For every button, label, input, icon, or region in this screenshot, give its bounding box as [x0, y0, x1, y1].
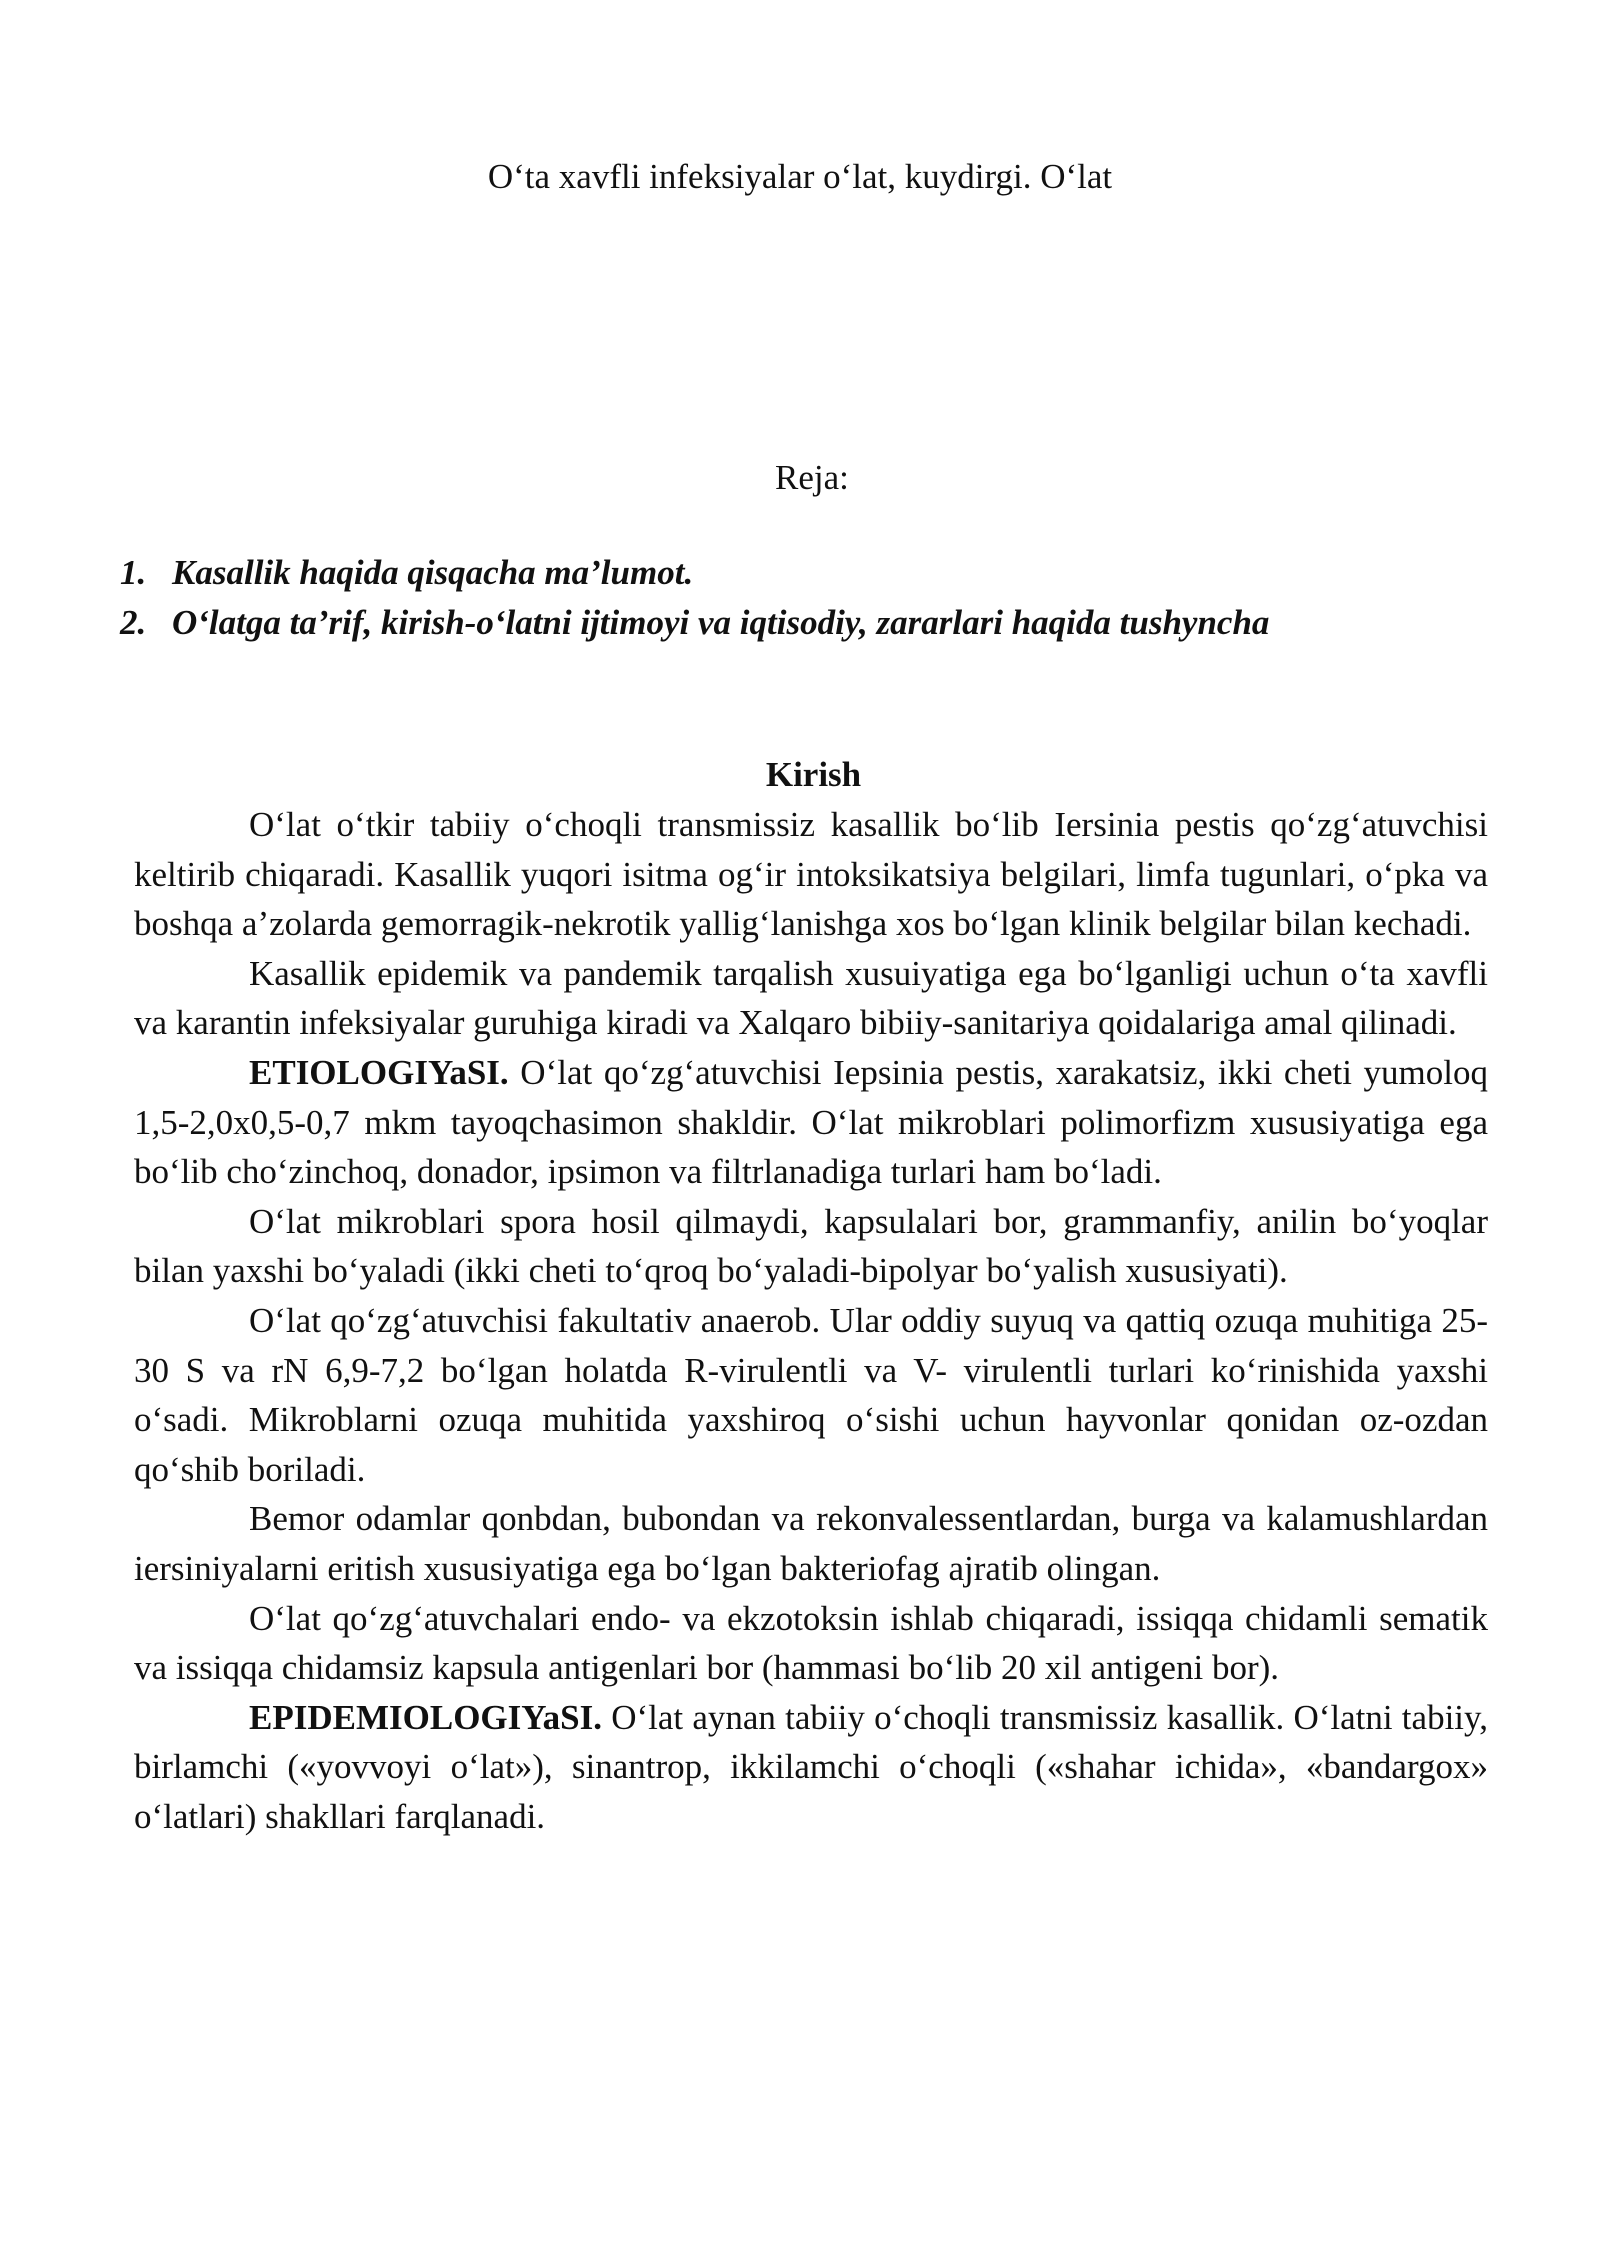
paragraph — [134, 1693, 1488, 1842]
paragraph — [134, 800, 1488, 949]
paragraph — [134, 1594, 1488, 1693]
paragraph — [134, 1048, 1488, 1197]
paragraph — [134, 1494, 1488, 1593]
body-text — [134, 800, 1488, 1841]
paragraph-text: O‘lat mikroblari spora hosil qilmaydi, kapsulalari bor, grammanfiy, anilin bo‘yoqlar bilan yaxshi bo‘yaladi (ikki cheti to‘qroq bo‘yaladi-bipolyar bo‘yalish xususiyati). — [134, 1201, 1488, 1291]
paragraph-lead: ETIOLOGIYaSI. — [249, 1052, 509, 1092]
paragraph-text: O‘lat o‘tkir tabiiy o‘choqli transmissiz kasallik bo‘lib Iersinia pestis qo‘zg‘atuvchisi keltirib chiqaradi. Kasallik yuqori isitma og‘ir intoksikatsiya belgilari, limfa tugunlari, o‘pka va boshqa a’zolarda gemorragik-nekrotik yallig‘lanishga xos bo‘lgan klinik belgilar bilan kechadi. — [134, 805, 1488, 944]
paragraph — [134, 1197, 1488, 1296]
plan-item-number: 1. — [120, 553, 147, 592]
paragraph-text: O‘lat qo‘zg‘atuvchalari endo- va ekzotoksin ishlab chiqaradi, issiqqa chidamli sematik va issiqqa chidamsiz kapsula antigenlari bor (hammasi bo‘lib 20 xil antigeni bor). — [134, 1598, 1488, 1688]
document-title: O‘ta xavfli infeksiyalar o‘lat, kuydirgi. O‘lat — [487, 157, 1113, 196]
section-heading: Kirish — [765, 755, 862, 794]
paragraph-text: Bemor odamlar qonbdan, bubondan va rekonvalessentlardan, burga va kalamushlardan iersiniyalarni eritish xususiyatiga ega bo‘lgan bakteriofag ajratib olingan. — [134, 1499, 1488, 1588]
plan-item — [120, 598, 1500, 648]
plan-item-text: O‘latga ta’rif, kirish-o‘latni ijtimoyi va iqtisodiy, zararlari haqida tushyncha — [172, 603, 1270, 642]
paragraph-text: Kasallik epidemik va pandemik tarqalish xusuiyatiga ega bo‘lganligi uchun o‘ta xavfli va karantin infeksiyalar guruhiga kiradi va Xalqaro bibiiy-sanitariya qoidalariga amal qilinadi. — [134, 953, 1488, 1043]
paragraph-lead: EPIDEMIOLOGIYaSI. — [249, 1697, 602, 1737]
plan-heading: Reja: — [775, 458, 849, 497]
paragraph-text: O‘lat qo‘zg‘atuvchisi fakultativ anaerob. Ular oddiy suyuq va qattiq ozuqa muhitiga 25-30 S va rN 6,9-7,2 bo‘lgan holatda R-virulentli va V- virulentli turlari ko‘rinishida yaxshi o‘sadi. Mikroblarni ozuqa muhitida yaxshiroq o‘sishi uchun hayvonlar qonidan oz-ozdan qo‘shib boriladi. — [134, 1300, 1488, 1489]
paragraph — [134, 1296, 1488, 1494]
paragraph-text: O‘lat aynan tabiiy o‘choqli transmissiz kasallik. O‘latni tabiiy, birlamchi («yovvoyi o‘lat»), sinantrop, ikkilamchi o‘choqli («shahar ichida», «bandargox» o‘latlari) shakllari farqlanadi. — [134, 1697, 1488, 1836]
plan-list — [120, 548, 1500, 648]
paragraph — [134, 949, 1488, 1048]
plan-item-text: Kasallik haqida qisqacha ma’lumot. — [172, 553, 694, 592]
plan-item — [120, 548, 1500, 598]
paragraph-text: O‘lat qo‘zg‘atuvchisi Iepsinia pestis, xarakatsiz, ikki cheti yumoloq 1,5-2,0x0,5-0,7 mkm tayoqchasimon shakldir. O‘lat mikroblari polimorfizm xususiyatiga ega bo‘lib cho‘zinchoq, donador, ipsimon va filtrlanadiga turlari ham bo‘ladi. — [134, 1052, 1488, 1192]
plan-item-number: 2. — [120, 603, 147, 642]
